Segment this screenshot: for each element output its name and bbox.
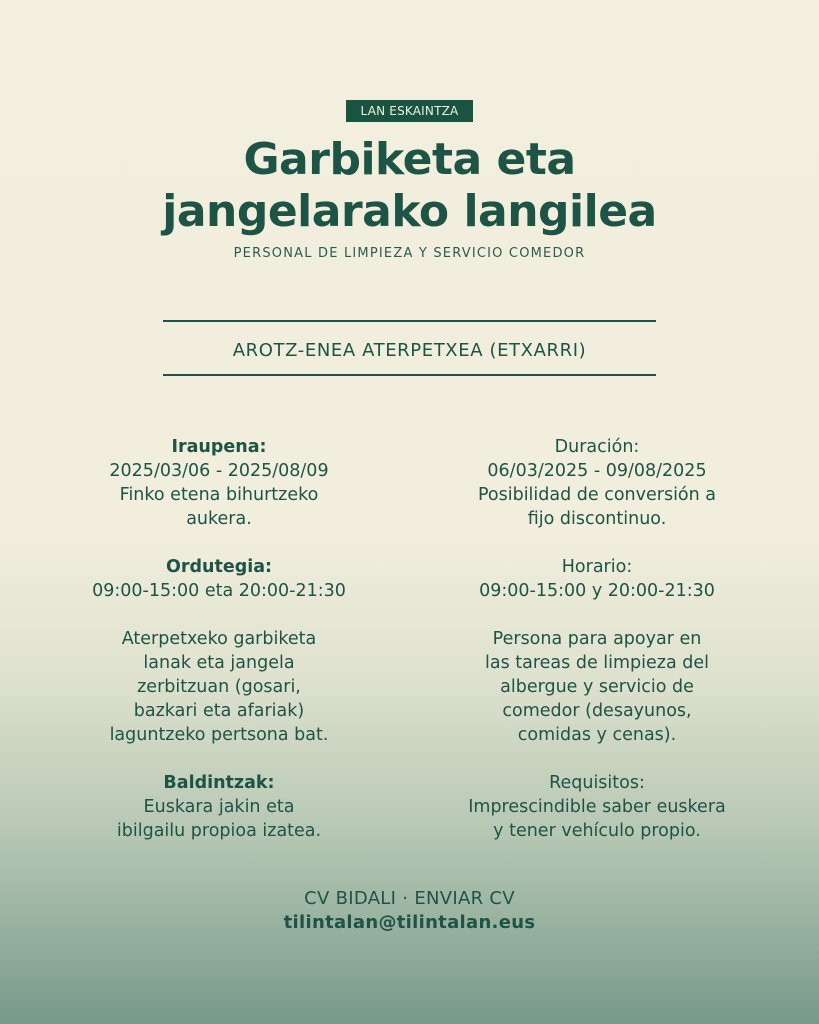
- basque-column: [54, 435, 384, 843]
- send-cv-section: [0, 887, 819, 935]
- description-line: comedor (desayunos,: [502, 701, 692, 721]
- requirements-label: Requisitos:: [549, 773, 645, 793]
- duration-label: Duración:: [554, 437, 640, 457]
- job-title: [0, 134, 819, 238]
- contact-email-link[interactable]: tilintalan@tilintalan.eus: [283, 912, 536, 933]
- duration-label: Iraupena:: [171, 437, 267, 457]
- requirements-line: ibilgailu propioa izatea.: [116, 821, 322, 841]
- description-line: las tareas de limpieza del: [485, 653, 709, 673]
- description-line: Persona para apoyar en: [492, 629, 702, 649]
- requirements-line: Imprescindible saber euskera: [468, 797, 726, 817]
- schedule-value: 09:00-15:00 y 20:00-21:30: [479, 581, 715, 601]
- description-line: albergue y servicio de: [500, 677, 694, 697]
- venue-name: AROTZ-ENEA ATERPETXEA (ETXARRI): [232, 340, 587, 361]
- description-line: Aterpetxeko garbiketa: [121, 629, 317, 649]
- duration-note: fijo discontinuo.: [527, 509, 667, 529]
- schedule-label: Horario:: [561, 557, 633, 577]
- send-cv-label: CV BIDALI · ENVIAR CV: [304, 888, 515, 909]
- divider-bottom: [163, 374, 656, 376]
- job-subtitle: PERSONAL DE LIMPIEZA Y SERVICIO COMEDOR: [233, 246, 586, 261]
- duration-dates: 06/03/2025 - 09/08/2025: [487, 461, 707, 481]
- job-title-line-1: Garbiketa eta: [243, 134, 576, 185]
- description-line: comidas y cenas).: [517, 725, 677, 745]
- divider-top: [163, 320, 656, 322]
- description-line: bazkari eta afariak): [133, 701, 305, 721]
- duration-dates: 2025/03/06 - 2025/08/09: [109, 461, 329, 481]
- duration-note: aukera.: [186, 509, 252, 529]
- requirements-label: Baldintzak:: [163, 773, 275, 793]
- schedule-label: Ordutegia:: [165, 557, 273, 577]
- description-line: lanak eta jangela: [143, 653, 295, 673]
- requirements-line: Euskara jakin eta: [143, 797, 295, 817]
- description-line: zerbitzuan (gosari,: [137, 677, 301, 697]
- duration-note: Finko etena bihurtzeko: [119, 485, 319, 505]
- offer-badge: LAN ESKAINTZA: [346, 100, 473, 122]
- description-line: laguntzeko pertsona bat.: [109, 725, 329, 745]
- requirements-line: y tener vehículo propio.: [493, 821, 701, 841]
- job-title-line-2: jangelarako langilea: [162, 186, 657, 237]
- duration-note: Posibilidad de conversión a: [477, 485, 717, 505]
- schedule-value: 09:00-15:00 eta 20:00-21:30: [92, 581, 346, 601]
- spanish-column: [432, 435, 762, 843]
